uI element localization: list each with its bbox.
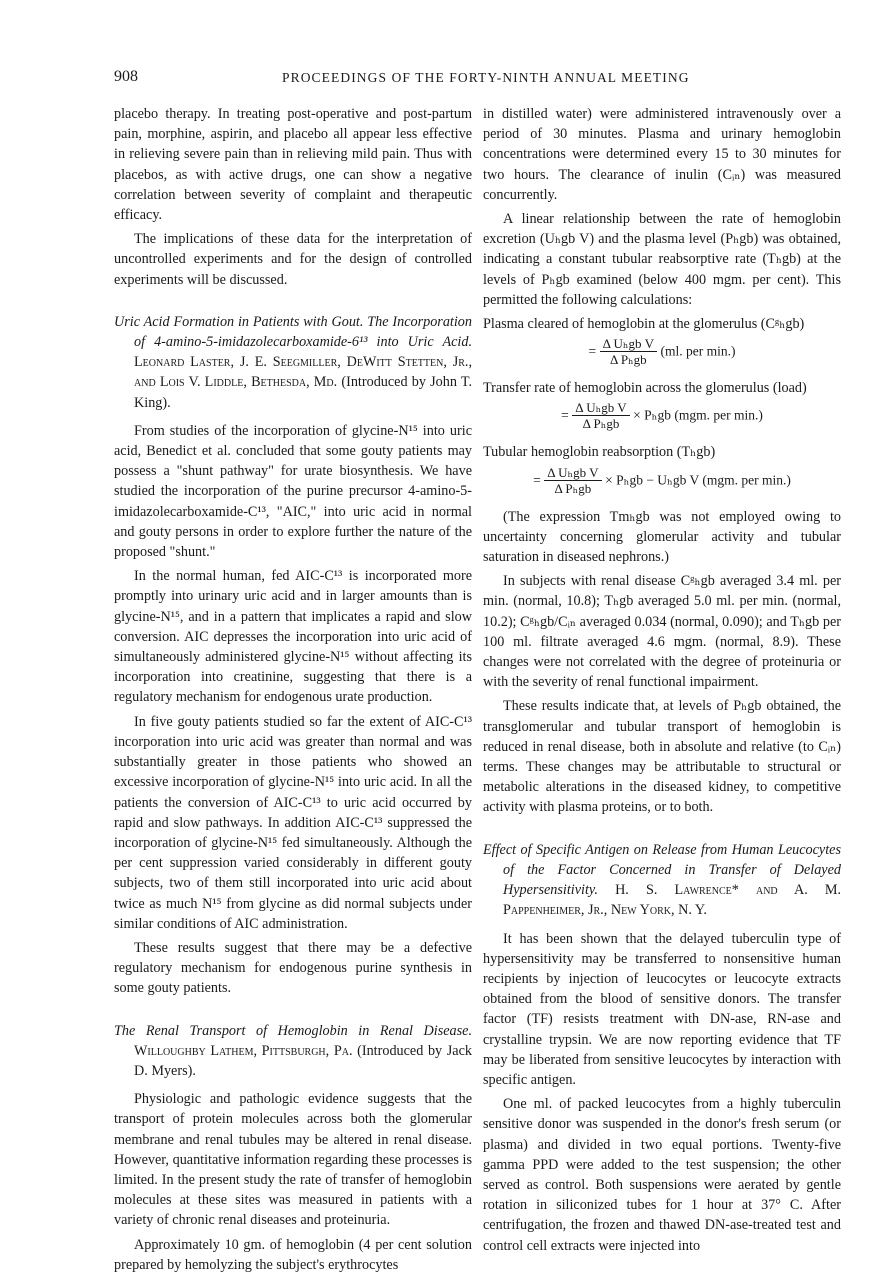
equals-sign: = [561, 407, 569, 423]
fraction [544, 465, 601, 496]
paragraph: placebo therapy. In treating post-operative and post-partum pain, morphine, aspirin, and placebo all appear less effective in relieving severe pain than in relieving mild pain. Thus with placebos, as with active drugs, one can show a negative correlation between severity of complaint and therapeutic efficacy. [114, 106, 472, 224]
paragraph: These results suggest that there may be a defective regulatory mechanism for endogenous purine synthesis in some gouty patients. [114, 939, 472, 997]
denominator: Δ Pₕgb [582, 416, 620, 432]
equals-sign: = [588, 343, 597, 359]
paragraph: The implications of these data for the interpretation of uncontrolled experiments and for the design of controlled experiments will be discussed. [114, 231, 472, 288]
equation [483, 465, 841, 501]
numerator: Δ Uₕgb V [600, 336, 657, 352]
denominator: Δ Pₕgb [554, 480, 592, 496]
equation [483, 336, 841, 372]
paragraph: In the normal human, fed AIC-C¹³ is incorporated more promptly into urinary uric acid and in larger amounts than is glycine-N¹⁵, and in a pattern that implicates a rapid and slow conversion. AIC depresses the incorporation into uric acid of simultaneously administered glycine-N¹⁵ without affecting its incorporation into creatinine, suggesting that there is a regulatory mechanism for endogenous urate production. [114, 568, 472, 706]
article-title: Uric Acid Formation in Patients with Gout. The Incorporation of 4-amino-5-imidazolecarboxamide-6¹³ into Uric Acid. [114, 313, 472, 351]
denominator: Δ Pₕgb [609, 352, 647, 368]
equation-tail: (ml. per min.) [660, 343, 736, 359]
article-introduction: (Introduced by Jack D. Myers). [134, 1042, 472, 1079]
paragraph: From studies of the incorporation of glycine-N¹⁵ into uric acid, Benedict et al. concluded that some gouty patients may possess a "shunt pathway" for urate biosynthesis. We have studied the incorporation of the purine precursor 4-amino-5-imidazolecarboxamide-C¹³, "AIC," into uric acid in normal and gouty persons in order to explore further the nature of the proposed "shunt." [114, 422, 472, 561]
article-introduction: (Introduced by John T. King). [134, 374, 472, 411]
left-column [114, 104, 472, 1279]
page-header [114, 68, 840, 90]
numerator: Δ Uₕgb V [544, 465, 601, 481]
equals-sign: = [533, 472, 541, 488]
equation-label: Plasma cleared of hemoglobin at the glomerulus (Cᵍₕgb) [483, 316, 805, 333]
article-title: Effect of Specific Antigen on Release from Human Leucocytes of the Factor Concerned in Transfer of Delayed Hypersensitivity. [483, 841, 841, 899]
paragraph: A linear relationship between the rate of hemoglobin excretion (Uₕgb V) and the plasma level (Pₕgb) was obtained, indicating a constant tubular reabsorptive rate (Tₕgb) at the levels of Pₕgb examined (below 400 mgm. per cent). This permitted the following calculations: [483, 211, 841, 308]
article-heading [483, 840, 841, 921]
equation-label: Tubular hemoglobin reabsorption (Tₕgb) [483, 444, 716, 461]
equation-tail: × Pₕgb − Uₕgb V (mgm. per min.) [605, 472, 791, 488]
fraction [600, 336, 657, 367]
paragraph: One ml. of packed leucocytes from a highly tuberculin sensitive donor was suspended in the donor's fresh serum (or plasma) and divided in two equal portions. Twenty-five gamma PPD were added to the test suspension; the other served as control. Both suspensions were aerated by gentle rotation in siliconized tubes for 1 hour at 37° C. After centrifugation, the frozen and thawed DN-ase-treated test and control cell extracts were injected into [483, 1096, 841, 1254]
paragraph: These results indicate that, at levels of Pₕgb obtained, the transglomerular and tubular transport of hemoglobin is reduced in renal disease, both in absolute and relative (to Cᵢₙ) terms. These changes may be attributable to structural or metabolic alterations in the diseased kidney, to competitive activity with plasma proteins, or to both. [483, 698, 841, 816]
running-title: PROCEEDINGS OF THE FORTY-NINTH ANNUAL MEETING [282, 70, 690, 85]
page-number: 908 [114, 68, 138, 85]
article-authors: Leonard Laster, J. E. Seegmiller, DeWitt Stetten, Jr., and Lois V. Liddle, Bethesda, Md. [134, 354, 472, 391]
paragraph: Physiologic and pathologic evidence suggests that the transport of protein molecules across both the glomerular membrane and renal tubules may be altered in renal disease. However, quantitative information regarding these processes is limited. In the present study the rate of transfer of hemoglobin molecules at these sites was measured in patients with a variety of chronic renal diseases and proteinuria. [114, 1091, 472, 1229]
right-column [483, 104, 841, 1260]
numerator: Δ Uₕgb V [572, 400, 629, 416]
paragraph: In five gouty patients studied so far the extent of AIC-C¹³ incorporation into uric acid was greater than normal and was substantially greater in those patients who showed an excessive incorporation of glycine-N¹⁵ into uric acid. In all the patients the conversion of AIC-C¹³ to uric acid occurred by rapid and slow pathways. In addition AIC-C¹³ suppressed the incorporation of glycine-N¹⁵ fed simultaneously. Although the per cent suppression varied considerably in different gouty subjects, two of them still incorporated into uric acid about twice as much N¹⁵ from glycine as did normal subjects under similar conditions of AIC administration. [114, 713, 472, 932]
article-title: The Renal Transport of Hemoglobin in Renal Disease. [114, 1022, 472, 1039]
paragraph: Approximately 10 gm. of hemoglobin (4 per cent solution prepared by hemolyzing the subject's erythrocytes [114, 1236, 472, 1273]
article-authors: H. S. Lawrence* and A. M. Pappenheimer, Jr., New York, N. Y. [503, 882, 841, 919]
article-heading [114, 1021, 472, 1082]
paragraph: in distilled water) were administered intravenously over a period of 30 minutes. Plasma and urinary hemoglobin concentrations were determined every 15 to 30 minutes for two hours. The clearance of inulin (Cᵢₙ) was measured concurrently. [483, 106, 841, 203]
equation-tail: × Pₕgb (mgm. per min.) [633, 407, 763, 423]
equation [483, 400, 841, 436]
article-heading [114, 312, 472, 413]
article-authors: Willoughby Lathem, Pittsburgh, Pa. [134, 1042, 353, 1059]
paragraph: (The expression Tmₕgb was not employed owing to uncertainty concerning glomerular activity and tubular saturation in diseased nephrons.) [483, 508, 841, 566]
paragraph: It has been shown that the delayed tuberculin type of hypersensitivity may be transferred to nonsensitive human recipients by injection of leucocytes or leucocyte extracts obtained from the blood of sensitive donors. The transfer factor (TF) resists treatment with DN-ase, RN-ase and crystalline trypsin. We are now reporting evidence that TF may be liberated from sensitive leucocytes by interaction with specific antigen. [483, 930, 841, 1088]
equation-label: Transfer rate of hemoglobin across the glomerulus (load) [483, 380, 807, 397]
paragraph: In subjects with renal disease Cᵍₕgb averaged 3.4 ml. per min. (normal, 10.8); Tₕgb averaged 5.0 ml. per min. (normal, 10.2); Cᵍₕgb/Cᵢₙ averaged 0.034 (normal, 0.090); and Tₕgb per 100 ml. filtrate averaged 4.6 mgm. (normal, 8.9). These changes were not correlated with the degree of proteinuria or with the severity of renal functional impairment. [483, 573, 841, 691]
fraction [572, 400, 629, 431]
